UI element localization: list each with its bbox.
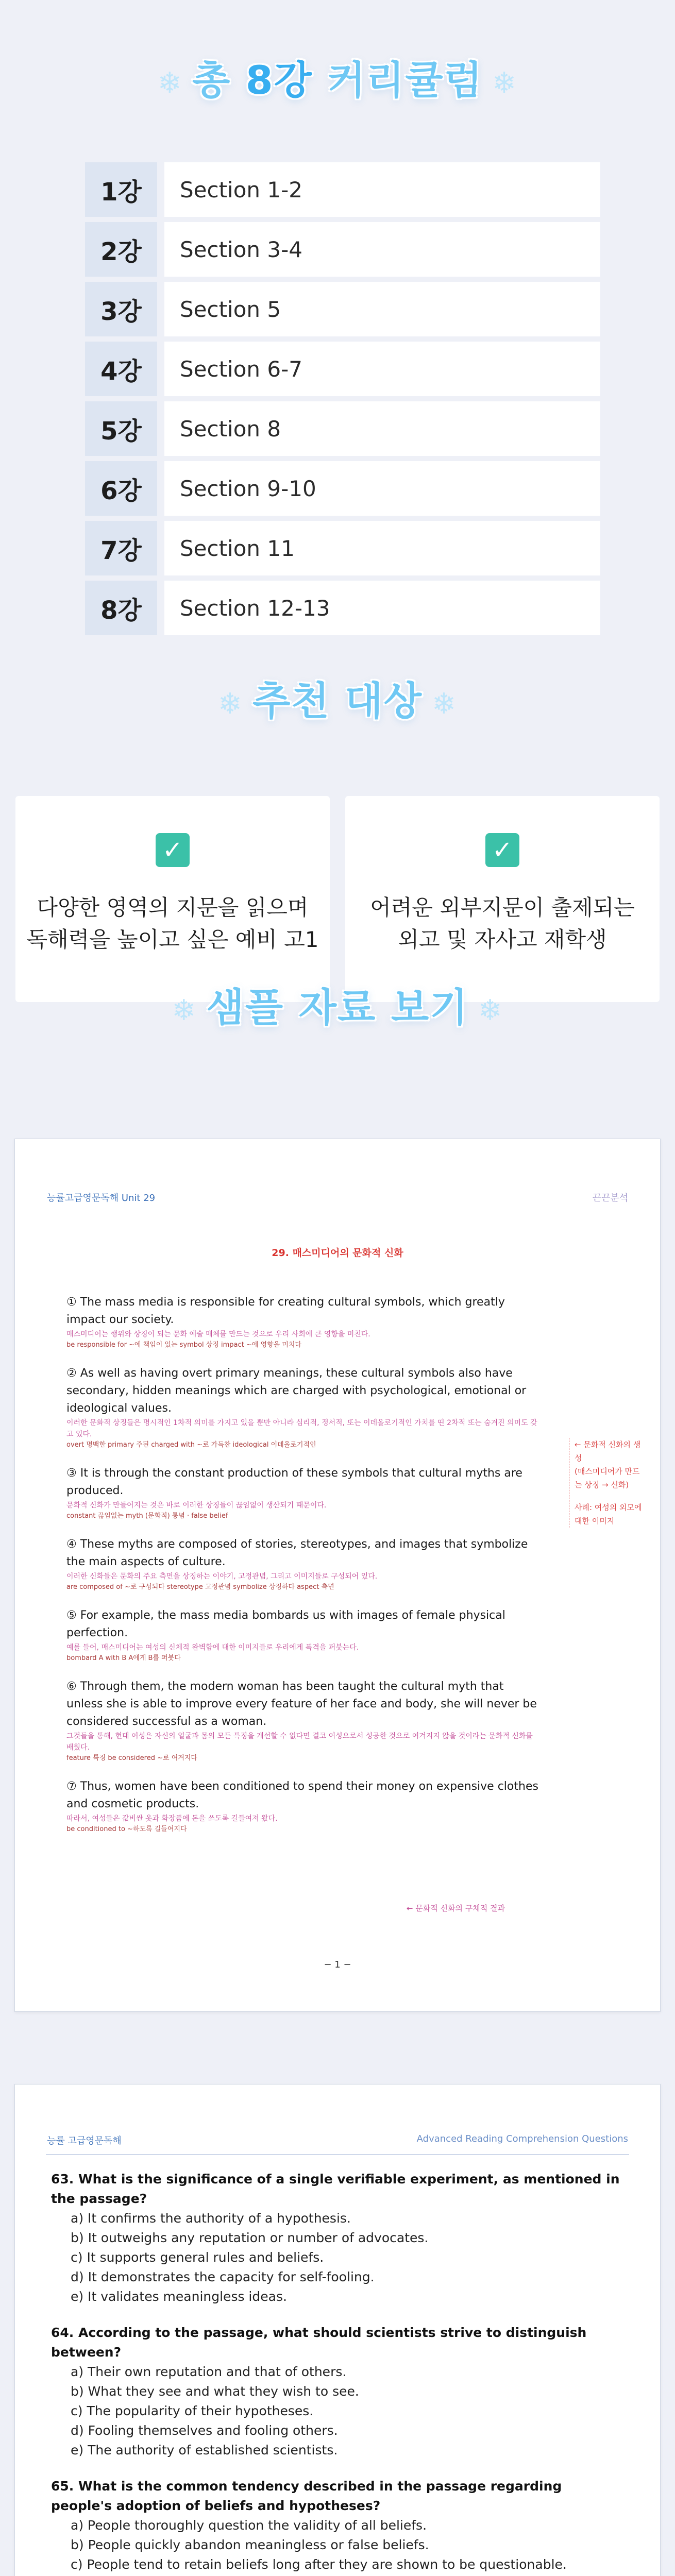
lesson-number: 4강 (85, 342, 157, 396)
english-sentence: ⑤ For example, the mass media bombards us with images of female physical perfection. (66, 1609, 505, 1639)
vocab-note: overt 명백한 primary 주된 charged with ~로 가득찬 ideological 이데올로기적인 (66, 1441, 316, 1449)
passage-paragraph (66, 1465, 541, 1521)
page-header (15, 1191, 660, 1204)
snowflake-icon: ❄ (157, 66, 183, 100)
english-sentence: ⑥ Through them, the modern woman has been taught the cultural myth that unless she is able to improve every feature of her face and body, she will never be considered successful as a woman. (66, 1680, 537, 1728)
margin-note: ← 문화적 신화의 생성 (575, 1440, 641, 1463)
vocab-note: bombard A with B A에게 B를 퍼붓다 (66, 1654, 181, 1662)
margin-notes (569, 1438, 646, 1528)
lesson-section: Section 3-4 (164, 222, 600, 277)
vocab-note: are composed of ~로 구성되다 stereotype 고정관념 symbolize 상징하다 aspect 측면 (66, 1583, 334, 1591)
lesson-number: 7강 (85, 521, 157, 575)
bottom-note: ← 문화적 신화의 구체적 결과 (407, 1904, 505, 1913)
passage-paragraph (66, 1778, 541, 1835)
answer-option: c) The popularity of their hypotheses. (71, 2403, 314, 2418)
snowflake-icon: ❄ (218, 687, 243, 721)
answer-option: d) Fooling themselves and fooling others. (71, 2423, 338, 2438)
curriculum-row (85, 162, 600, 217)
page-header-left: 능률고급영문독해 Unit 29 (47, 1193, 156, 1204)
lesson-section: Section 11 (164, 521, 600, 575)
lesson-section: Section 12-13 (164, 581, 600, 635)
target-card-line: 독해력을 높이고 싶은 예비 고1 (26, 927, 319, 952)
check-icon: ✓ (485, 833, 519, 867)
curriculum-row (85, 461, 600, 516)
answer-option: c) People tend to retain beliefs long after they are shown to be questionable. (71, 2557, 567, 2572)
lesson-section: Section 6-7 (164, 342, 600, 396)
answer-option: b) It outweighs any reputation or number of advocates. (71, 2230, 429, 2245)
snowflake-icon: ❄ (172, 993, 197, 1027)
target-card-line: 어려운 외부지문이 출제되는 (370, 895, 635, 920)
vocab-note: be conditioned to ~하도록 길들여지다 (66, 1825, 187, 1833)
lesson-number: 3강 (85, 282, 157, 336)
korean-translation: 이러한 문화적 상징들은 명시적인 1차적 의미를 가지고 있을 뿐만 아니라 심리적, 정서적, 또는 이데올로기적인 가치를 띤 2차적 또는 숨겨진 의미도 갖고 있다. (66, 1419, 537, 1438)
answer-option: a) It confirms the authority of a hypothesis. (71, 2211, 351, 2226)
passage-paragraph (66, 1294, 541, 1350)
answer-option: e) The authority of established scientists. (71, 2443, 338, 2458)
page-header-right: 끈끈분석 (592, 1193, 628, 1204)
lesson-number: 1강 (85, 162, 157, 217)
question-list (15, 2155, 660, 2576)
target-card (15, 796, 330, 1002)
lesson-number: 2강 (85, 222, 157, 277)
margin-note: (매스미디어가 만드는 상징 → 신화) (575, 1467, 640, 1489)
answer-option: b) People quickly abandon meaningless or false beliefs. (71, 2537, 429, 2552)
margin-note: 사례: 여성의 외모에 대한 이미지 (575, 1503, 642, 1526)
lesson-section: Section 1-2 (164, 162, 600, 217)
curriculum-row (85, 222, 600, 277)
target-title: ❄ 추천 대상 ❄ (218, 678, 457, 724)
lesson-number: 5강 (85, 401, 157, 456)
english-sentence: ⑦ Thus, women have been conditioned to spend their money on expensive clothes and cosmetic products. (66, 1780, 538, 1810)
vocab-note: be responsible for ~에 책임이 있는 symbol 상징 impact ~에 영향을 미치다 (66, 1341, 301, 1349)
snowflake-icon: ❄ (478, 993, 503, 1027)
answer-option: e) It validates meaningless ideas. (71, 2289, 287, 2304)
passage-paragraph (66, 1678, 541, 1764)
question-text: 64. According to the passage, what should scientists strive to distinguish between? (51, 2325, 587, 2360)
snowflake-icon: ❄ (432, 687, 457, 721)
passage-paragraph (66, 1536, 541, 1592)
korean-translation: 매스미디어는 행위와 상징이 되는 문화 예술 매체를 만드는 것으로 우리 사회에 큰 영향을 미친다. (66, 1330, 370, 1338)
curriculum-row (85, 581, 600, 635)
answer-option: a) Their own reputation and that of others. (71, 2364, 347, 2379)
english-sentence: ③ It is through the constant production of these symbols that cultural myths are produced. (66, 1467, 522, 1497)
korean-translation: 이러한 신화들은 문화의 주요 측면을 상징하는 이야기, 고정관념, 그리고 이미지들로 구성되어 있다. (66, 1572, 378, 1581)
question-text: 65. What is the common tendency described in the passage regarding people's adoption of beliefs and hypotheses? (51, 2479, 562, 2513)
answer-option: a) People thoroughly question the validity of all beliefs. (71, 2518, 427, 2533)
english-sentence: ④ These myths are composed of stories, stereotypes, and images that symbolize the main aspects of culture. (66, 1538, 528, 1568)
curriculum-row (85, 401, 600, 456)
page-header (15, 2133, 660, 2147)
sample-page-2 (14, 2084, 661, 2576)
question (51, 2323, 624, 2460)
lesson-number: 8강 (85, 581, 157, 635)
curriculum-title: ❄ 총 8강 커리큘럼 ❄ (157, 57, 518, 103)
korean-translation: 그것들을 통해, 현대 여성은 자신의 얼굴과 몸의 모든 특징을 개선할 수 없다면 결코 여성으로서 성공한 것으로 여겨지지 않을 것이라는 문화적 신화를 배웠다. (66, 1732, 533, 1752)
target-card-line: 외고 및 자사고 재학생 (398, 927, 607, 952)
english-sentence: ② As well as having overt primary meanings, these cultural symbols also have secondary, hidden meanings which are charged with psychological, emotional or ideological values. (66, 1367, 527, 1415)
lesson-section: Section 9-10 (164, 461, 600, 516)
target-card-line: 다양한 영역의 지문을 읽으며 (37, 895, 309, 920)
lesson-section: Section 8 (164, 401, 600, 456)
english-sentence: ① The mass media is responsible for creating cultural symbols, which greatly impact our society. (66, 1296, 505, 1326)
curriculum-table (85, 162, 600, 640)
answer-option: d) It demonstrates the capacity for self-fooling. (71, 2269, 375, 2284)
lesson-section: Section 5 (164, 282, 600, 336)
answer-option: c) It supports general rules and beliefs. (71, 2250, 324, 2265)
korean-translation: 따라서, 여성들은 값비싼 옷과 화장품에 돈을 쓰도록 길들여져 왔다. (66, 1815, 278, 1823)
vocab-note: feature 특징 be considered ~로 여겨지다 (66, 1754, 197, 1762)
curriculum-row (85, 342, 600, 396)
passage-paragraph (66, 1607, 541, 1664)
curriculum-row (85, 521, 600, 575)
korean-translation: 예를 들어, 매스미디어는 여성의 신체적 완벽함에 대한 이미지들로 우리에게 폭격을 퍼붓는다. (66, 1643, 359, 1652)
page-header-left: 능률 고급영문독해 (47, 2136, 122, 2146)
korean-translation: 문화적 신화가 만들어지는 것은 바로 이러한 상징들이 끊임없이 생산되기 때문이다. (66, 1501, 327, 1510)
page-header-right: Advanced Reading Comprehension Questions (416, 2133, 628, 2144)
check-icon: ✓ (156, 833, 190, 867)
question (51, 2170, 624, 2307)
vocab-note: constant 끊임없는 myth (문화적) 통념 · false belief (66, 1512, 228, 1520)
snowflake-icon: ❄ (492, 66, 518, 100)
question (51, 2477, 624, 2576)
sample-page-1 (14, 1139, 661, 2012)
question-text: 63. What is the significance of a single verifiable experiment, as mentioned in the passage? (51, 2172, 620, 2206)
page-number: − 1 − (324, 1959, 351, 1970)
passage-paragraph (66, 1365, 541, 1450)
annotated-passage (66, 1294, 541, 1849)
sample-title: ❄ 샘플 자료 보기 ❄ (172, 985, 503, 1030)
lesson-number: 6강 (85, 461, 157, 516)
passage-title: 29. 매스미디어의 문화적 신화 (272, 1247, 403, 1259)
curriculum-row (85, 282, 600, 336)
answer-option: b) What they see and what they wish to see. (71, 2384, 359, 2399)
target-card (345, 796, 660, 1002)
